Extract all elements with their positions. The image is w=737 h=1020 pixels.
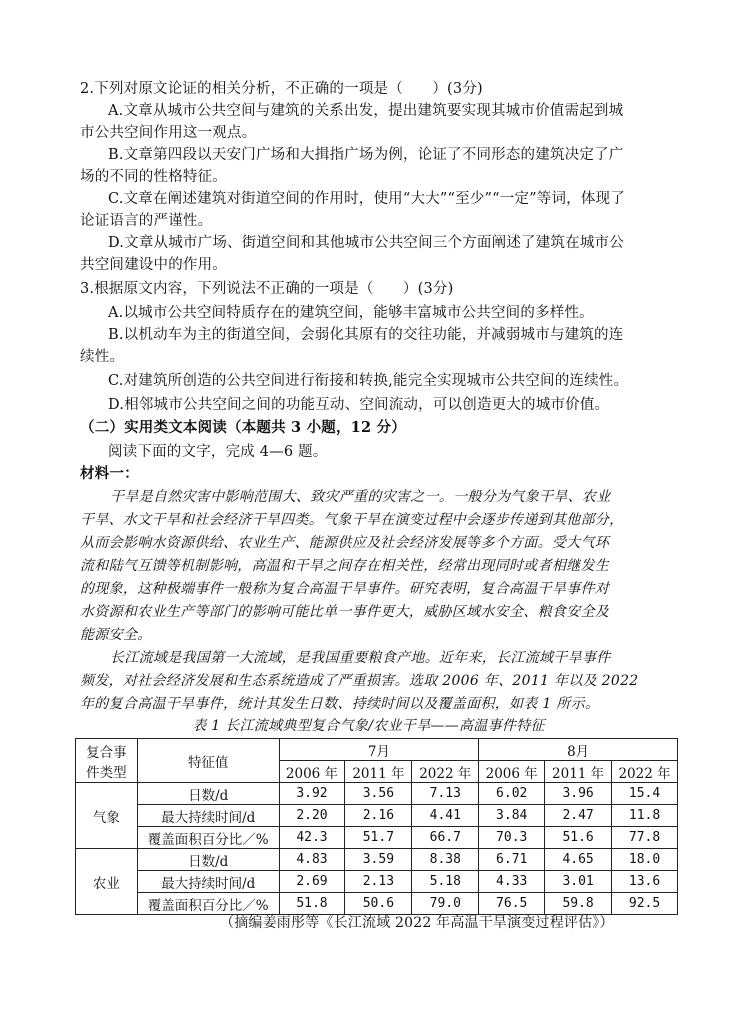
q3-option-c: C.对建筑所创造的公共空间进行衔接和转换,能完全实现城市公共空间的连续性。 xyxy=(108,373,629,389)
q3-option-d: D.相邻城市公共空间之间的功能互动、空间流动，可以创造更大的城市价值。 xyxy=(108,397,610,413)
q3-stem: 3.根据原文内容，下列说法不正确的一项是（ ）(3分) xyxy=(80,281,454,297)
row-label: 最大持续时间/d xyxy=(137,805,279,827)
passage-line: 年的复合高温干旱事件，统计其发生日数、持续时间以及覆盖面积，如表 1 所示。 xyxy=(80,696,600,712)
table-cell: 50.6 xyxy=(345,893,412,915)
header-feature: 特征值 xyxy=(137,739,279,783)
header-year: 2022 年 xyxy=(412,761,479,783)
table-cell: 18.0 xyxy=(612,849,678,871)
header-year: 2022 年 xyxy=(612,761,678,783)
table-cell: 5.18 xyxy=(412,871,479,893)
q2-option-c-cont: 论证语言的严谨性。 xyxy=(80,213,213,229)
table-cell: 4.33 xyxy=(479,871,545,893)
table-cell: 11.8 xyxy=(612,805,678,827)
table-cell: 92.5 xyxy=(612,893,678,915)
table-cell: 51.7 xyxy=(345,827,412,849)
table-cell: 8.38 xyxy=(412,849,479,871)
table-source: （摘编姜雨彤等《长江流域 2022 年高温干旱演变过程评估》） xyxy=(220,915,614,931)
q2-option-d: D.文章从城市广场、街道空间和其他城市公共空间三个方面阐述了建筑在城市公 xyxy=(108,235,624,251)
row-label: 最大持续时间/d xyxy=(137,871,279,893)
table-cell: 3.56 xyxy=(345,783,412,805)
passage-line: 水资源和农业生产等部门的影响可能比单一事件更大，威胁区域水安全、粮食安全及 xyxy=(80,604,610,620)
passage-line: 频发，对社会经济发展和生态系统造成了严重损害。选取 2006 年、2011 年以及 2022 xyxy=(80,673,639,689)
table-cell: 42.3 xyxy=(279,827,345,849)
q2-stem: 2.下列对原文论证的相关分析，不正确的一项是（ ）(3分) xyxy=(80,81,483,97)
passage-line: 的现象，这种极端事件一般称为复合高温干旱事件。研究表明，复合高温干旱事件对 xyxy=(80,581,610,597)
header-event-type xyxy=(76,739,138,783)
passage-line: 长江流域是我国第一大流域，是我国重要粮食产地。近年来，长江流域干旱事件 xyxy=(110,650,611,666)
table-cell: 4.41 xyxy=(412,805,479,827)
table-cell: 3.01 xyxy=(545,871,612,893)
q2-option-d-cont: 共空间建设中的作用。 xyxy=(80,257,227,273)
table-cell: 51.8 xyxy=(279,893,345,915)
material-label: 材料一： xyxy=(80,465,139,482)
header-year: 2006 年 xyxy=(479,761,545,783)
q2-option-b: B.文章第四段以天安门广场和大揖指广场为例，论证了不同形态的建筑决定了广 xyxy=(108,147,624,163)
q3-option-b: B.以机动车为主的街道空间，会弱化其原有的交往功能，并减弱城市与建筑的连 xyxy=(108,327,624,343)
table-cell: 2.16 xyxy=(345,805,412,827)
table-cell: 76.5 xyxy=(479,893,545,915)
table-cell: 4.65 xyxy=(545,849,612,871)
header-year: 2011 年 xyxy=(545,761,612,783)
table-cell: 6.71 xyxy=(479,849,545,871)
section-instruction: 阅读下面的文字，完成 4—6 题。 xyxy=(108,444,328,460)
q3-option-b-cont: 续性。 xyxy=(80,349,125,365)
header-month-august: 8月 xyxy=(479,739,678,761)
q2-option-c: C.文章在阐述建筑对街道空间的作用时，使用“大大”“至少”“一定”等词，体现了 xyxy=(108,191,625,207)
table-cell: 7.13 xyxy=(412,783,479,805)
section-heading: （二）实用类文本阅读（本题共 3 小题，12 分） xyxy=(80,419,406,436)
table-cell: 51.6 xyxy=(545,827,612,849)
table-cell: 2.13 xyxy=(345,871,412,893)
row-label: 覆盖面积百分比／% xyxy=(137,893,279,915)
header-event-type-line1: 复合事 xyxy=(86,744,127,761)
passage-line: 干旱是自然灾害中影响范围大、致灾严重的灾害之一。一般分为气象干旱、农业 xyxy=(110,489,611,505)
passage-line: 从而会影响水资源供给、农业生产、能源供应及社会经济发展等多个方面。受大气环 xyxy=(80,535,610,551)
table-cell: 2.69 xyxy=(279,871,345,893)
header-month-july: 7月 xyxy=(279,739,479,761)
header-year: 2011 年 xyxy=(345,761,412,783)
table-cell: 4.83 xyxy=(279,849,345,871)
table-cell: 15.4 xyxy=(612,783,678,805)
table-cell: 6.02 xyxy=(479,783,545,805)
row-label: 日数/d xyxy=(137,849,279,871)
table-cell: 13.6 xyxy=(612,871,678,893)
table-cell: 77.8 xyxy=(612,827,678,849)
table-caption: 表 1 长江流域典型复合气象/农业干旱——高温事件特征 xyxy=(192,718,545,734)
header-year: 2006 年 xyxy=(279,761,345,783)
table-cell: 3.96 xyxy=(545,783,612,805)
table-cell: 3.92 xyxy=(279,783,345,805)
group-agricultural: 农业 xyxy=(76,849,138,915)
table-cell: 3.59 xyxy=(345,849,412,871)
group-meteorological: 气象 xyxy=(76,783,138,849)
header-event-type-line2: 件类型 xyxy=(86,764,127,781)
table-cell: 79.0 xyxy=(412,893,479,915)
passage-line: 干旱、水文干旱和社会经济干旱四类。气象干旱在演变过程中会逐步传递到其他部分， xyxy=(80,512,624,528)
row-label: 日数/d xyxy=(137,783,279,805)
row-label: 覆盖面积百分比／% xyxy=(137,827,279,849)
table-cell: 2.20 xyxy=(279,805,345,827)
table-cell: 3.84 xyxy=(479,805,545,827)
q2-option-a: A.文章从城市公共空间与建筑的关系出发，提出建筑要实现其城市价值需起到城 xyxy=(108,103,624,119)
table-cell: 2.47 xyxy=(545,805,612,827)
drought-table xyxy=(75,738,678,915)
q2-option-a-cont: 市公共空间作用这一观点。 xyxy=(80,125,257,141)
table-cell: 66.7 xyxy=(412,827,479,849)
q2-option-b-cont: 场的不同的性格特征。 xyxy=(80,169,227,185)
passage-line: 流和陆气互馈等机制影响，高温和干旱之间存在相关性，经常出现同时或者相继发生 xyxy=(80,558,610,574)
table-cell: 70.3 xyxy=(479,827,545,849)
table-cell: 59.8 xyxy=(545,893,612,915)
q3-option-a: A.以城市公共空间特质存在的建筑空间，能够丰富城市公共空间的多样性。 xyxy=(108,305,594,321)
passage-line: 能源安全。 xyxy=(80,627,152,643)
